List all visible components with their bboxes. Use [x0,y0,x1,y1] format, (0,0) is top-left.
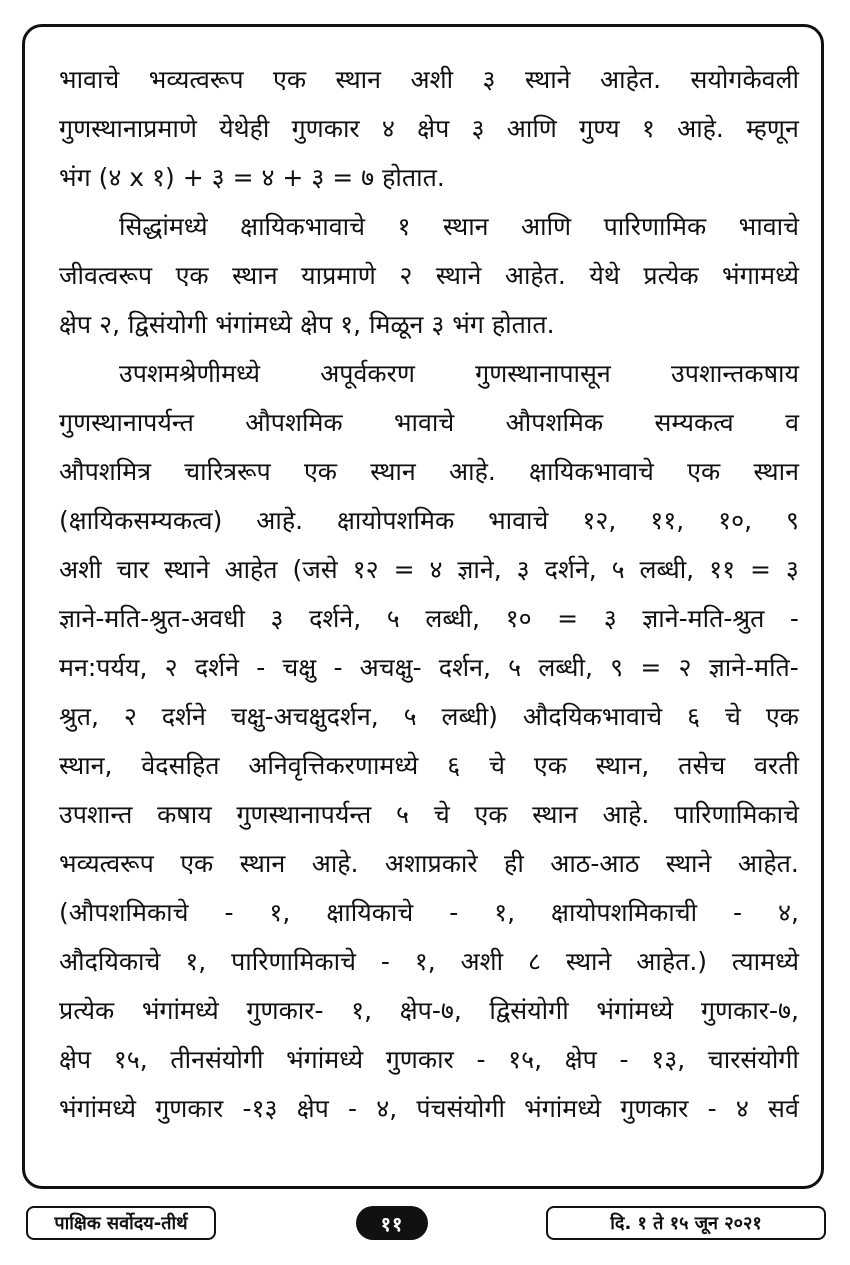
text-line: ज्ञाने-मति-श्रुत-अवधी ३ दर्शने, ५ लब्धी, १० = ३ ज्ञाने-मति-श्रुत - [59,604,799,633]
publication-name: पाक्षिक सर्वोदय-तीर्थ [26,1206,216,1240]
text-line: गुणस्थानापर्यन्त औपशमिक भावाचे औपशमिक सम्यकत्व व [59,408,799,437]
page-footer [0,1206,850,1242]
text-line: औदयिकाचे १, पारिणामिकाचे - १, अशी ८ स्थाने आहेत.) त्यामध्ये [59,947,799,976]
body-text [59,55,799,1133]
text-line: सिद्धांमध्ये क्षायिकभावाचे १ स्थान आणि पारिणामिक भावाचे [119,212,799,241]
text-line: भावाचे भव्यत्वरूप एक स्थान अशी ३ स्थाने आहेत. सयोगकेवली [59,65,799,94]
page-border [22,24,824,1189]
text-line: श्रुत, २ दर्शने चक्षु-अचक्षुदर्शन, ५ लब्धी) औदयिकभावाचे ६ चे एक [59,702,799,731]
text-line: (औपशमिकाचे - १, क्षायिकाचे - १, क्षायोपशमिकाची - ४, [59,898,799,927]
text-line: भंगांमध्ये गुणकार -१३ क्षेप - ४, पंचसंयोगी भंगांमध्ये गुणकार - ४ सर्व [59,1094,799,1123]
text-line: उपशान्त कषाय गुणस्थानापर्यन्त ५ चे एक स्थान आहे. पारिणामिकाचे [59,800,799,829]
page-number: ११ [356,1206,428,1240]
text-line: भव्यत्वरूप एक स्थान आहे. अशाप्रकारे ही आठ-आठ स्थाने आहेत. [59,849,799,878]
text-line: क्षेप २, द्विसंयोगी भंगांमध्ये क्षेप १, मिळून ३ भंग होतात. [59,310,555,339]
text-line: भंग (४ x १) + ३ = ४ + ३ = ७ होतात. [59,163,445,192]
text-line: मन:पर्यय, २ दर्शने - चक्षु - अचक्षु- दर्शन, ५ लब्धी, ९ = २ ज्ञाने-मति- [59,653,799,682]
text-line: अशी चार स्थाने आहेत (जसे १२ = ४ ज्ञाने, ३ दर्शने, ५ लब्धी, ११ = ३ [59,555,799,584]
text-line: स्थान, वेदसहित अनिवृत्तिकरणामध्ये ६ चे एक स्थान, तसेच वरती [59,751,799,780]
text-line: जीवत्वरूप एक स्थान याप्रमाणे २ स्थाने आहेत. येथे प्रत्येक भंगामध्ये [59,261,799,290]
text-line: गुणस्थानाप्रमाणे येथेही गुणकार ४ क्षेप ३ आणि गुण्य १ आहे. म्हणून [59,114,799,143]
text-line: क्षेप १५, तीनसंयोगी भंगांमध्ये गुणकार - १५, क्षेप - १३, चारसंयोगी [59,1045,799,1074]
text-line: (क्षायिकसम्यकत्व) आहे. क्षायोपशमिक भावाचे १२, ११, १०, ९ [59,506,799,535]
issue-date: दि. १ ते १५ जून २०२१ [546,1206,826,1240]
text-line: उपशमश्रेणीमध्ये अपूर्वकरण गुणस्थानापासून उपशान्तकषाय [119,359,799,388]
text-line: औपशमित्र चारित्ररूप एक स्थान आहे. क्षायिकभावाचे एक स्थान [59,457,799,486]
text-line: प्रत्येक भंगांमध्ये गुणकार- १, क्षेप-७, द्विसंयोगी भंगांमध्ये गुणकार-७, [59,996,799,1025]
